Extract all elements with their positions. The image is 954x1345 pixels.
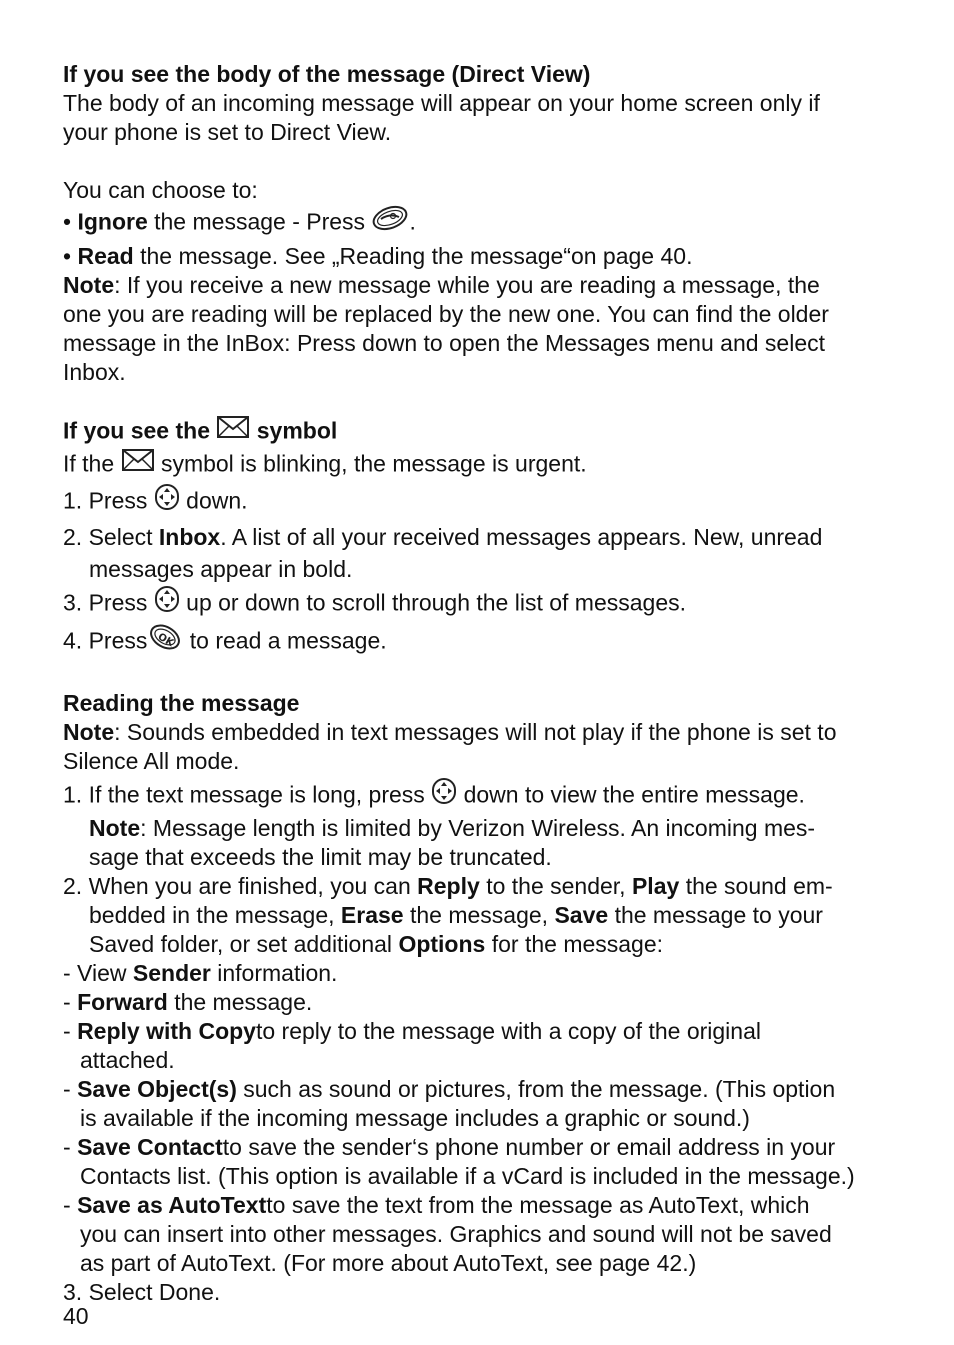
- option-reply-with-copy: - Reply with Copyto reply to the message with a copy of the original: [63, 1018, 761, 1044]
- note-text: message in the InBox: Press down to open the Messages menu and select: [63, 330, 825, 356]
- nav-key-icon: [431, 777, 457, 812]
- reading-step-1-note: Note: Message length is limited by Verizon Wireless. An incoming mes-: [89, 815, 816, 841]
- option-save-as-autotext-cont: you can insert into other messages. Graphics and sound will not be saved: [80, 1221, 832, 1247]
- note-text: Silence All mode.: [63, 748, 240, 774]
- option-forward: - Forward the message.: [63, 989, 313, 1015]
- nav-key-icon: [154, 585, 180, 620]
- option-save-contact-cont: Contacts list. (This option is available if a vCard is included in the message.): [80, 1163, 855, 1189]
- reading-step-3: 3. Select Done.: [63, 1279, 221, 1305]
- step-4: 4. Press OK to read a message.: [63, 625, 893, 660]
- note-text: Note: Sounds embedded in text messages will not play if the phone is set to: [63, 719, 837, 745]
- reading-step-2: 2. When you are finished, you can Reply to the sender, Play the sound em-: [63, 873, 833, 899]
- reading-step-1: 1. If the text message is long, press down to view the entire message.: [63, 779, 893, 814]
- ignore-label: Ignore: [77, 208, 148, 235]
- option-save-as-autotext: - Save as AutoTextto save the text from the message as AutoText, which: [63, 1192, 810, 1218]
- page-number: 40: [63, 1303, 89, 1329]
- reading-step-2-cont: bedded in the message, Erase the message, Save the message to your: [89, 902, 823, 928]
- option-save-objects: - Save Object(s) such as sound or pictures, from the message. (This option: [63, 1076, 836, 1102]
- section-heading-envelope-symbol: If you see the symbol: [63, 416, 893, 449]
- svg-text:OK: OK: [156, 631, 176, 650]
- reading-step-1-note: sage that exceeds the limit may be truncated.: [89, 844, 552, 870]
- envelope-icon: [216, 414, 250, 447]
- note-text: Inbox.: [63, 359, 126, 385]
- read-label: Read: [77, 243, 134, 269]
- end-key-icon: [371, 203, 409, 240]
- step-2-cont: messages appear in bold.: [89, 556, 353, 582]
- step-2: 2. Select Inbox. A list of all your received messages appears. New, unread: [63, 524, 823, 550]
- ok-key-icon: [147, 623, 183, 658]
- section-heading-direct-view: If you see the body of the message (Direct View): [63, 61, 591, 87]
- ignore-bullet-item: • Ignore the message - Press .: [63, 205, 893, 242]
- envelope-icon: [121, 447, 155, 480]
- body-text: The body of an incoming message will appear on your home screen only if: [63, 90, 820, 116]
- note-text: one you are reading will be replaced by the new one. You can find the older: [63, 301, 829, 327]
- option-save-contact: - Save Contactto save the sender‘s phone number or email address in your: [63, 1134, 836, 1160]
- option-save-as-autotext-cont: as part of AutoText. (For more about AutoText, see page 42.): [80, 1250, 697, 1276]
- choose-text: You can choose to:: [63, 177, 258, 203]
- option-sender: - View Sender information.: [63, 960, 338, 986]
- read-bullet-item: • Read the message. See „Reading the message“on page 40.: [63, 243, 693, 269]
- section-heading-reading-message: Reading the message: [63, 690, 300, 716]
- manual-page: [63, 60, 893, 1307]
- blinking-note: If the symbol is blinking, the message is urgent.: [63, 449, 893, 482]
- body-text: your phone is set to Direct View.: [63, 119, 392, 145]
- option-save-objects-cont: is available if the incoming message includes a graphic or sound.): [80, 1105, 750, 1131]
- reading-step-2-cont: Saved folder, or set additional Options for the message:: [89, 931, 664, 957]
- option-reply-with-copy-cont: attached.: [80, 1047, 175, 1073]
- note-text: Note: If you receive a new message while you are reading a message, the: [63, 272, 820, 298]
- nav-key-icon: [154, 483, 180, 518]
- step-3: 3. Press up or down to scroll through the list of messages.: [63, 587, 893, 622]
- step-1: 1. Press down.: [63, 485, 893, 520]
